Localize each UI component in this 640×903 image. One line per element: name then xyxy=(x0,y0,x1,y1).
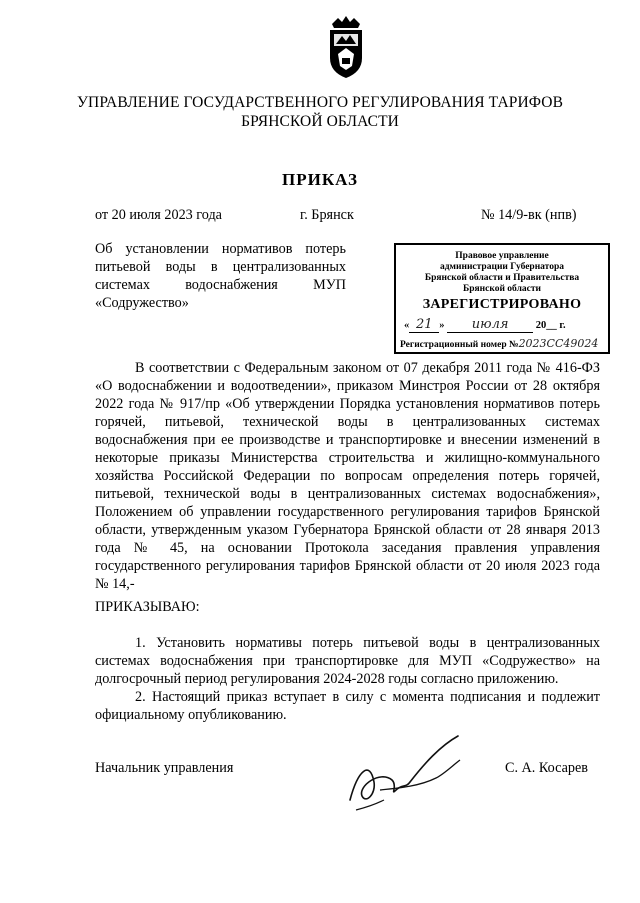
document-preamble xyxy=(95,359,600,593)
order-item-1: 1. Установить нормативы потерь питьевой воды в централизованных системах водоснабжения при транспортировке для МУП «Содружество» на долгосрочный период регулирования 2024-2028 годы согласно приложению. xyxy=(95,635,600,687)
signatory-position: Начальник управления xyxy=(95,760,234,776)
document-city: г. Брянск xyxy=(300,207,354,223)
stamp-line: администрации Губернатора xyxy=(439,262,564,272)
stamp-month: июля xyxy=(447,317,533,333)
order-word-block xyxy=(95,598,600,616)
handwritten-signature-icon xyxy=(340,730,470,820)
stamp-regno-value: 2023СС49024 xyxy=(518,337,599,350)
stamp-regno xyxy=(400,337,598,350)
stamp-line: Брянской области xyxy=(462,284,542,294)
stamp-date-close-quote: » xyxy=(439,320,445,331)
stamp-date xyxy=(404,317,566,333)
document-number: № 14/9-вк (нпв) xyxy=(481,207,577,223)
stamp-line: Брянской области и Правительства xyxy=(424,273,580,283)
preamble-paragraph: В соответствии с Федеральным законом от 07 декабря 2011 года № 416-ФЗ «О водоснабжении и водоотведении», приказом Минстроя России от 28 октября 2022 года № 917/пр «Об утверждении Порядка установления нормативов потерь горячей, питьевой, технической воды в централизованных системах водоснабжения при ее производстве и транспортировке и внесении изменений в некоторые приказы Министерства строительства и жилищно-коммунального хозяйства Российской Федерации по вопросам определения потерь горячей, питьевой, технической воды в централизованных системах водоснабжения», Положением об управлении государственного регулирования тарифов Брянской области, утвержденным указом Губернатора Брянской области от 28 января 2013 года № 45, на основании Протокола заседания правления управления государственного регулирования тарифов Брянской области от 20 июля 2023 года № 14,- xyxy=(95,360,600,592)
stamp-date-open-quote: « xyxy=(404,320,410,331)
organization-header-line2: БРЯНСКОЙ ОБЛАСТИ xyxy=(241,113,399,130)
stamp-line: Правовое управление xyxy=(455,251,549,261)
coat-of-arms-icon xyxy=(326,14,366,80)
order-items xyxy=(95,634,600,724)
order-word: ПРИКАЗЫВАЮ: xyxy=(95,599,200,615)
document-title: ПРИКАЗ xyxy=(282,170,358,189)
stamp-regno-label: Регистрационный номер № xyxy=(400,340,519,350)
order-item-2: 2. Настоящий приказ вступает в силу с момента подписания и подлежит официальному опубликованию. xyxy=(95,689,600,723)
document-subject: Об установлении нормативов потерь питьевой воды в централизованных системах водоснабжения МУП «Содружество» xyxy=(95,241,346,311)
registration-stamp xyxy=(394,243,610,354)
stamp-registered: ЗАРЕГИСТРИРОВАНО xyxy=(422,297,582,312)
organization-header-line1: УПРАВЛЕНИЕ ГОСУДАРСТВЕННОГО РЕГУЛИРОВАНИЯ ТАРИФОВ xyxy=(76,94,564,111)
document-date: от 20 июля 2023 года xyxy=(95,207,222,223)
stamp-year: 20__ г. xyxy=(535,320,566,331)
stamp-day: 21 xyxy=(409,317,439,333)
signatory-name: С. А. Косарев xyxy=(505,760,588,776)
